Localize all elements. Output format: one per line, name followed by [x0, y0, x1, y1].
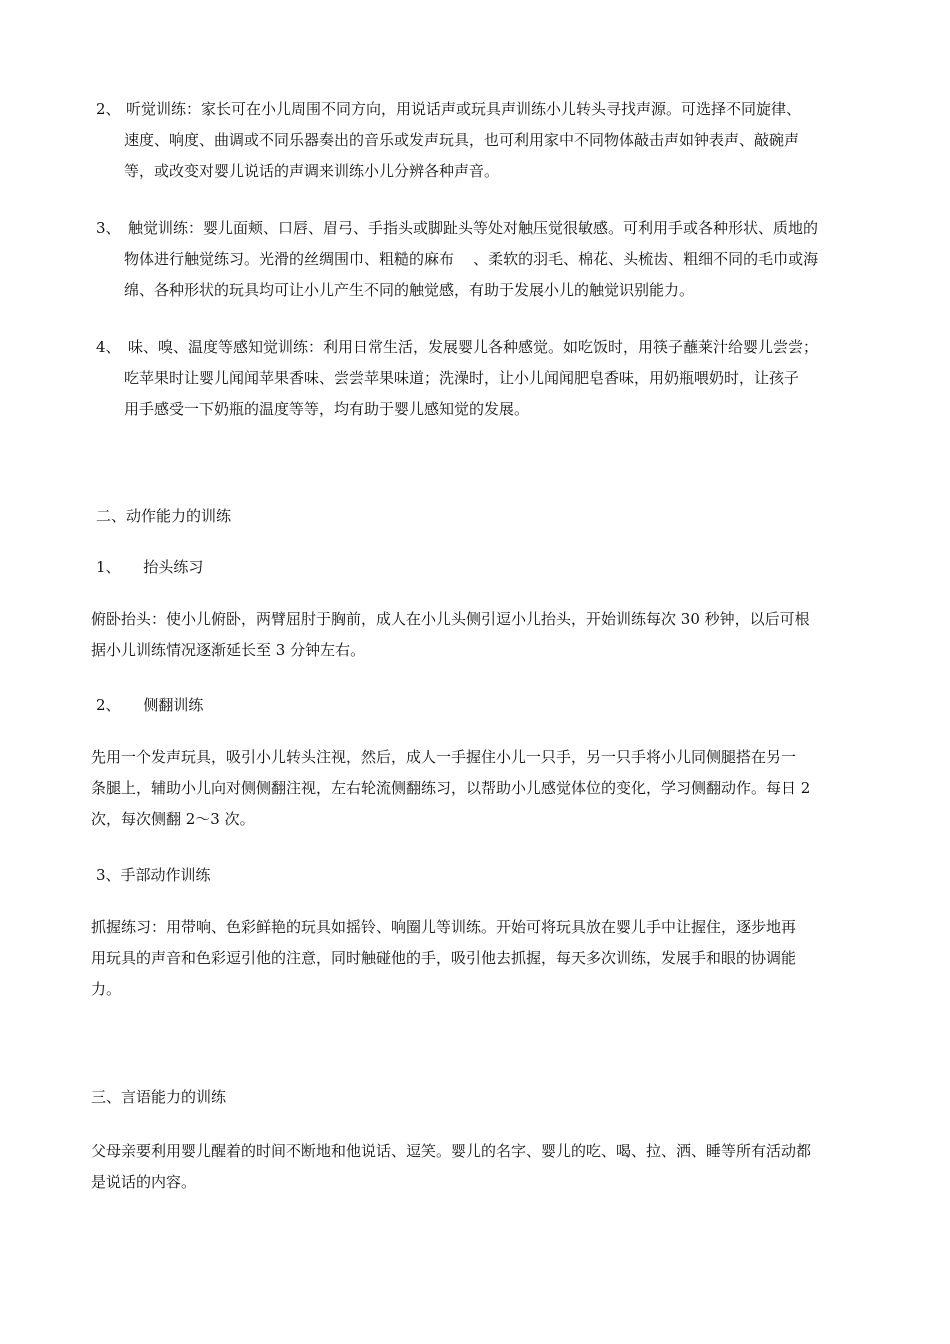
text-line: 抓握练习：用带响、色彩鲜艳的玩具如摇铃、响圈儿等训练。开始可将玩具放在婴儿手中让握住，逐步地再 — [91, 918, 797, 936]
text-line: 俯卧抬头：使小儿俯卧，两臂屈肘于胸前，成人在小儿头侧引逗小儿抬头，开始训练每次 30 秒钟，以后可根 — [91, 610, 810, 628]
subheading-head-lift — [96, 552, 203, 583]
subheading-number: 2、 — [96, 696, 121, 714]
text-line: 力。 — [91, 980, 122, 998]
text-line: 是说话的内容。 — [91, 1173, 197, 1191]
list-number: 4、 — [96, 338, 121, 356]
text-line: 吃苹果时让婴儿闻闻苹果香味、尝尝苹果味道；洗澡时，让小儿闻闻肥皂香味，用奶瓶喂奶时，让孩子 — [124, 369, 800, 387]
text-line: 速度、响度、曲调或不同乐器奏出的音乐或发声玩具，也可利用家中不同物体敲击声如钟表声、敲碗声 — [124, 131, 800, 149]
subheading-hand-movement: 3、手部动作训练 — [96, 866, 211, 884]
subheading-title: 侧翻训练 — [143, 696, 204, 714]
list-item-touch — [96, 213, 866, 306]
paragraph — [91, 742, 866, 835]
list-item-taste-smell — [96, 332, 866, 425]
subheading-side-roll — [96, 690, 203, 721]
text-line: 味、嗅、温度等感知觉训练：利用日常生活，发展婴儿各种感觉。如吃饭时，用筷子蘸莱汁给婴儿尝尝； — [128, 338, 819, 356]
text-line: 次，每次侧翻 2～3 次。 — [91, 810, 255, 828]
subheading-number: 1、 — [96, 558, 121, 576]
list-item-hearing — [96, 94, 866, 187]
section-heading: 二、动作能力的训练 — [96, 507, 232, 525]
text-line: 触觉训练：婴儿面颊、口唇、眉弓、手指头或脚趾头等处对触压觉很敏感。可利用手或各种形状、质地的 — [128, 219, 819, 237]
list-item-text — [96, 94, 866, 187]
text-line: 绵、各种形状的玩具均可让小儿产生不同的触觉感，有助于发展小儿的触觉识别能力。 — [124, 281, 695, 299]
text-line: 等，或改变对婴儿说话的声调来训练小儿分辨各种声音。 — [124, 162, 500, 180]
paragraph — [91, 1136, 866, 1198]
text-line: 听觉训练：家长可在小儿周围不同方向，用说话声或玩具声训练小儿转头寻找声源。可选择不同旋律、 — [126, 100, 802, 118]
text-line: 用玩具的声音和色彩逗引他的注意，同时触碰他的手，吸引他去抓握，每天多次训练，发展手和眼的协调能 — [91, 949, 797, 967]
list-number: 2、 — [96, 100, 121, 118]
text-line: 先用一个发声玩具，吸引小儿转头注视，然后，成人一手握住小儿一只手，另一只手将小儿同侧腿搭在另一 — [91, 748, 797, 766]
subheading-title: 抬头练习 — [143, 558, 204, 576]
text-line: 条腿上，辅助小儿向对侧侧翻注视，左右轮流侧翻练习，以帮助小儿感觉体位的变化，学习侧翻动作。每日 2 — [91, 779, 811, 797]
list-item-text — [96, 332, 866, 425]
paragraph — [91, 912, 866, 1005]
paragraph — [91, 604, 866, 666]
list-item-text — [96, 213, 866, 306]
list-number: 3、 — [96, 219, 121, 237]
text-line: 父母亲要利用婴儿醒着的时间不断地和他说话、逗笑。婴儿的名字、婴儿的吃、喝、拉、洒、睡等所有活动都 — [91, 1142, 812, 1160]
text-line: 据小儿训练情况逐渐延长至 3 分钟左右。 — [91, 641, 366, 659]
section-heading: 三、言语能力的训练 — [91, 1088, 227, 1106]
text-line: 物体进行触觉练习。光滑的丝绸围巾、粗糙的麻布 、柔软的羽毛、棉花、头梳齿、粗细不同的毛巾或海 — [124, 250, 819, 268]
text-line: 用手感受一下奶瓶的温度等等，均有助于婴儿感知觉的发展。 — [124, 400, 530, 418]
